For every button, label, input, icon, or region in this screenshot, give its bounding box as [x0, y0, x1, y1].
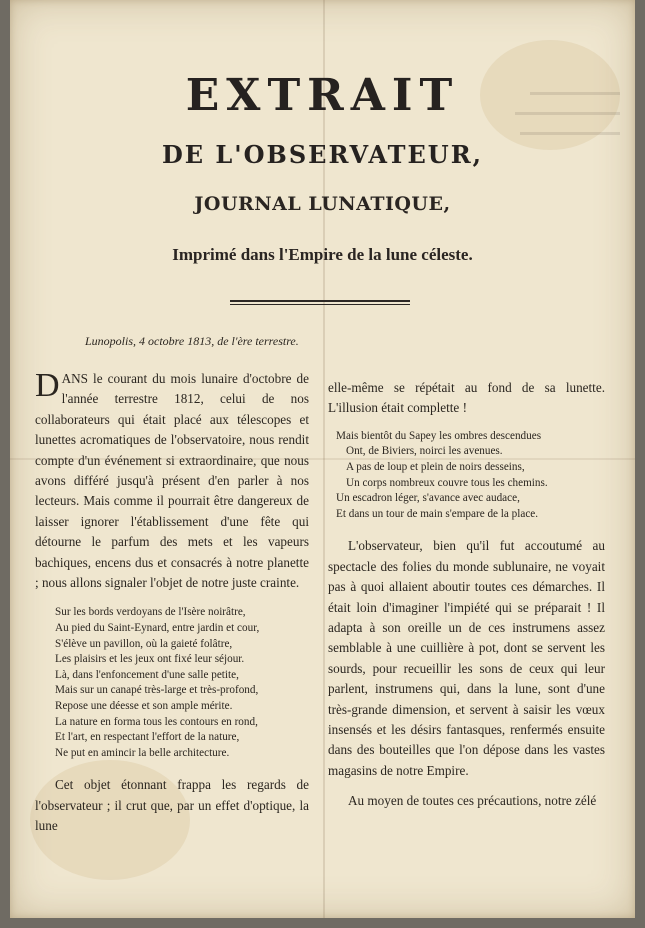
poem-line: Les plaisirs et les jeux ont fixé leur séjour. [55, 653, 245, 666]
right-column [328, 378, 605, 812]
poem-line: Ont, de Biviers, noirci les avenues. [346, 445, 503, 458]
left-column [35, 369, 309, 837]
left-poem [55, 605, 309, 761]
poem-line: Mais bientôt du Sapey les ombres descendues [336, 429, 542, 442]
document-page [10, 0, 635, 918]
poem-line: Au pied du Saint-Eynard, entre jardin et cour, [55, 622, 260, 635]
poem-line: Là, dans l'enfoncement d'une salle petite, [55, 668, 239, 681]
dateline: Lunopolis, 4 octobre 1813, de l'ère terrestre. [85, 334, 299, 348]
document-subtitle: DE L'OBSERVATEUR, [161, 140, 484, 169]
document-title: EXTRAIT [185, 70, 460, 121]
journal-name: JOURNAL LUNATIQUE, [194, 193, 451, 215]
poem-line: La nature en forma tous les contours en rond, [55, 715, 258, 728]
title-rule [230, 304, 410, 305]
right-paragraph-1: elle-même se répétait au fond de sa lunette. L'illusion était complette ! [328, 380, 605, 416]
title-rule [230, 300, 410, 302]
right-paragraph-3: Au moyen de toutes ces précautions, notre zélé [348, 793, 597, 809]
poem-line: S'élève un pavillon, où la gaieté folâtre, [55, 637, 233, 650]
right-poem [336, 429, 605, 523]
poem-line: Un escadron léger, s'avance avec audace, [336, 492, 520, 505]
poem-line: Mais sur un canapé très-large et très-profond, [55, 684, 259, 697]
drop-cap-rest: ANS [61, 371, 88, 386]
poem-line: Et dans un tour de main s'empare de la place. [336, 507, 539, 520]
poem-line: Sur les bords verdoyans de l'Isère noirâtre, [55, 606, 246, 619]
poem-line: A pas de loup et plein de noirs desseins, [346, 461, 525, 473]
paragraph-text: le courant du mois lunaire d'octobre de l'année terrestre 1812, celui de nos collaborateurs qui était placé aux télescopes et lunettes acromatiques de l'observatoire, nous rendit compte d'un événement si extraordinaire, que nous avons différé jusqu'à présent d'en parler à nos lecteurs. Mais comme il pourrait être dangereux de laisser ignorer l'établissement d'une fête qui détourne le parfum des mets et les vapeurs bachiques, encens dus et consacrés à notre planette ; nous allons signaler l'objet de notre juste crainte. [35, 371, 309, 591]
bleed-through-line [520, 132, 620, 135]
poem-line: Et l'art, en respectant l'effort de la nature, [55, 731, 240, 744]
right-paragraph-2: L'observateur, bien qu'il fut accoutumé au spectacle des folies du monde sublunaire, ne voyait pas à quoi allaient aboutir toutes ces démarches. Il était loin d'imaginer l'impiété qui se préparait ! Il adapta à son oreille un de ces instrumens assez semblable à une cuillière à pot, dont se servent les sourds, pour recueillir les sons de ceux qui leur parlent, instrumens qui, dans la lune, sont d'une très-grande dimension, et servent à saisir les vœux insensés et les désirs fantasques, renfermés ensuite dans des bouteilles que l'on dépose dans les vastes magasins de notre Empire. [328, 538, 605, 778]
drop-cap: D [35, 367, 60, 404]
left-paragraph-2: Cet objet étonnant frappa les regards de l'observateur ; il crut que, par un effet d'optique, la lune [35, 777, 309, 834]
imprint-line: Imprimé dans l'Empire de la lune céleste. [172, 245, 473, 264]
poem-line: Un corps nombreux couvre tous les chemins. [346, 476, 548, 489]
poem-line: Repose une déesse et son ample mérite. [55, 700, 233, 713]
left-paragraph-1 [35, 369, 309, 593]
poem-line: Ne put en amincir la belle architecture. [55, 746, 230, 759]
